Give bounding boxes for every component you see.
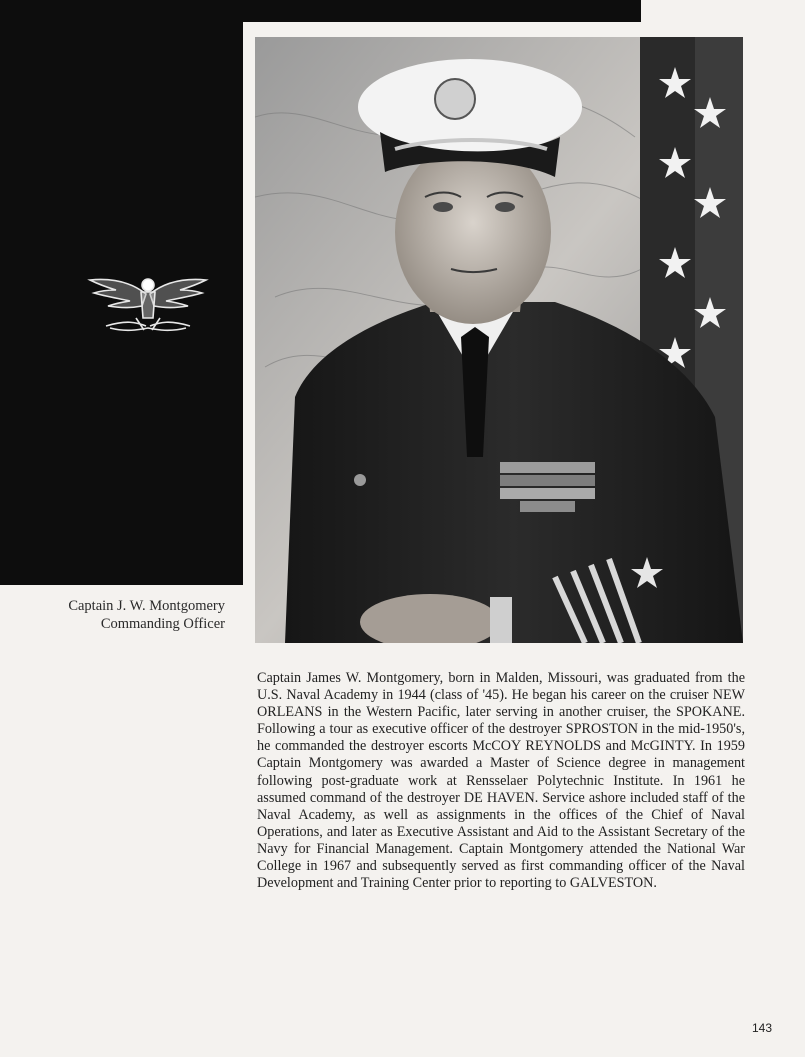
page-number: 143 [751, 1021, 772, 1035]
photo-caption [20, 597, 225, 633]
eagle-insignia-icon [86, 268, 210, 340]
caption-title: Commanding Officer [100, 616, 225, 632]
biography-text: Captain James W. Montgomery, born in Malden, Missouri, was graduated from the U.S. Naval Academy in 1944 (class of '45). He began his career on the cruiser NEW ORLEANS in the Western Pacific, later serving in another cruiser, the SPOKANE. Following a tour as executive officer of the destroyer SPROSTON in the mid-1950's, he commanded the destroyer escorts McCOY REYNOLDS and McGINTY. In 1959 Captain Montgomery was awarded a Master of Science degree in management following post-graduate work at Rensselaer Polytechnic Institute. In 1961 he assumed command of the destroyer DE HAVEN. Service ashore included staff of the Naval Academy, as well as assignments in the offices of the Chief of Naval Operations, and later as Executive Assistant and Aid to the Assistant Secretary of the Navy for Financial Management. Captain Montgomery attended the National War College in 1967 and subsequently served as first commanding officer of the Naval Development and Training Center prior to reporting to GALVESTON. [257, 670, 745, 892]
black-top-strip [243, 0, 641, 22]
captain-portrait-photo [255, 37, 743, 643]
caption-name: Captain J. W. Montgomery [68, 598, 225, 614]
